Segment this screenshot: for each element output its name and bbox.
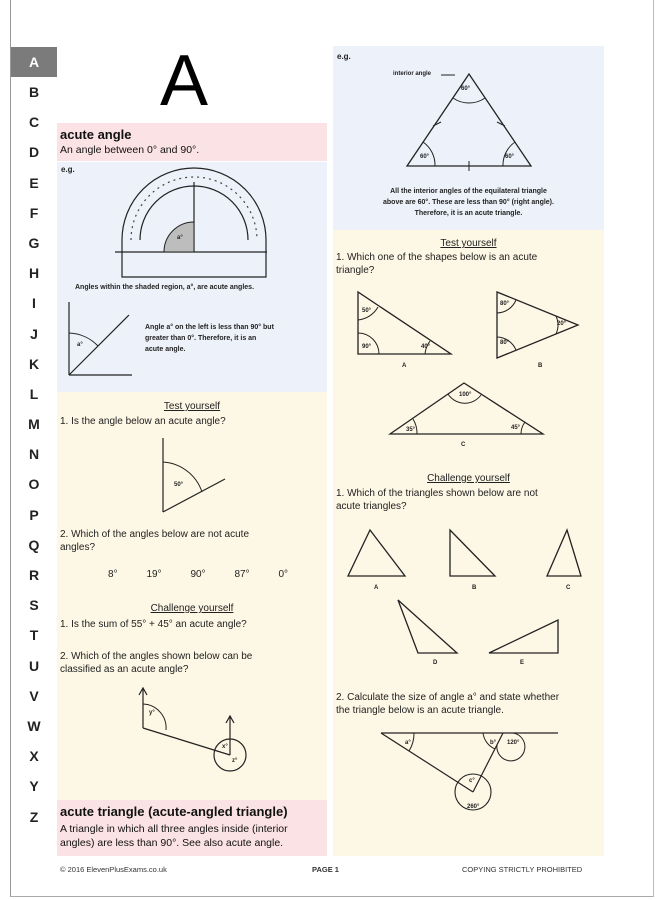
alpha-item-q[interactable]: Q <box>28 536 40 553</box>
alphabet-nav <box>11 47 57 832</box>
entry-acute-angle <box>57 123 327 161</box>
challenge-q1: 1. Which of the triangles shown below are not acute triangles? <box>336 488 538 512</box>
alpha-item-j[interactable]: J <box>30 325 38 342</box>
protractor-caption: Angles within the shaded region, a°, are acute angles. <box>75 284 255 291</box>
right-exercises <box>333 230 604 856</box>
entry-acute-triangle <box>57 800 327 856</box>
ch-tri-d-label: D <box>433 660 438 666</box>
alpha-item-k[interactable]: K <box>28 355 40 372</box>
alpha-item-w[interactable]: W <box>27 717 41 734</box>
alpha-item-z[interactable]: Z <box>29 808 39 825</box>
challenge-q2: 2. Calculate the size of angle a° and state whether the triangle below is an acute triangle. <box>336 692 560 716</box>
alpha-item-l[interactable]: L <box>29 385 39 402</box>
footer-notice: COPYING STRICTLY PROHIBITED <box>462 865 583 874</box>
example-acute-triangle <box>333 46 604 230</box>
angle-caption: Angle a° on the left is less than 90° but greater than 0°. Therefore, it is an acute angle. <box>145 324 274 353</box>
tri-c-angle-100: 100° <box>459 392 472 398</box>
left-exercises <box>57 392 327 800</box>
calc-angle-260: 260° <box>467 804 480 810</box>
alpha-item-s[interactable]: S <box>29 597 39 614</box>
test-q1: 1. Which one of the shapes below is an acute triangle? <box>336 252 538 276</box>
test-q1: 1. Is the angle below an acute angle? <box>60 416 226 427</box>
test-q1-angle-label: 50° <box>174 482 184 488</box>
footer-copyright: © 2016 ElevenPlusExams.co.uk <box>60 865 167 874</box>
challenge-heading: Challenge yourself <box>150 603 234 614</box>
term-title: acute triangle (acute-angled triangle) <box>60 804 288 819</box>
alpha-item-e[interactable]: E <box>29 174 39 191</box>
challenge-heading: Challenge yourself <box>427 473 510 484</box>
calc-angle-120: 120° <box>507 740 520 746</box>
alpha-item-t[interactable]: T <box>29 627 39 644</box>
tri-c-angle-45: 45° <box>511 425 521 431</box>
term-definition: A triangle in which all three angles inside (interior angles) are less than 90°. See also acute angle. <box>60 823 288 849</box>
footer-page-number: PAGE 1 <box>312 865 339 874</box>
example-acute-angle <box>57 162 327 392</box>
test-triangles-diagram <box>333 230 604 430</box>
angle-right-label: 60° <box>505 154 515 160</box>
angle-option: 8° <box>108 569 118 580</box>
challenge-q2: 2. Which of the angles shown below can be classified as an acute angle? <box>60 651 253 675</box>
tri-a-angle-40: 40° <box>421 344 431 350</box>
alpha-item-m[interactable]: M <box>28 416 40 433</box>
alpha-item-y[interactable]: Y <box>29 778 39 795</box>
alpha-item-r[interactable]: R <box>28 567 40 583</box>
test-q2: 2. Which of the angles below are not acute angles? <box>60 529 250 553</box>
test-yourself-heading: Test yourself <box>163 401 221 412</box>
alpha-item-g[interactable]: G <box>28 234 40 251</box>
tri-b-angle-80a: 80° <box>500 301 510 307</box>
challenge-angles-diagram <box>137 688 287 788</box>
ch-tri-b-label: B <box>472 585 477 591</box>
page-letter: A <box>160 41 209 121</box>
alpha-item-h[interactable]: H <box>28 265 40 282</box>
calc-angle-a: a° <box>405 740 411 746</box>
tri-c-label: C <box>461 442 466 448</box>
challenge-label-y: y° <box>149 710 155 716</box>
angle-top-label: 60° <box>461 86 471 92</box>
ch-tri-a-label: A <box>374 585 379 591</box>
angle-option: 19° <box>146 569 162 580</box>
angles-list <box>108 569 288 580</box>
angle-option: 0° <box>278 569 288 580</box>
alpha-item-c[interactable]: C <box>28 114 40 131</box>
tri-a-angle-50: 50° <box>362 308 372 314</box>
ch-tri-c-label: C <box>566 585 571 591</box>
term-definition: An angle between 0° and 90°. <box>60 144 200 156</box>
alpha-item-n[interactable]: N <box>28 446 40 463</box>
alpha-item-i[interactable]: I <box>32 295 36 312</box>
protractor-angle-label: a° <box>177 235 183 241</box>
alpha-item-a[interactable]: A <box>11 47 57 77</box>
angle-calc-diagram <box>333 730 604 840</box>
challenge-label-z: z° <box>232 758 238 764</box>
test-q1-angle-diagram <box>161 436 241 516</box>
acute-angle-diagram <box>67 300 147 380</box>
angle-option: 87° <box>234 569 250 580</box>
alpha-item-o[interactable]: O <box>28 476 40 493</box>
equilateral-caption: All the interior angles of the equilateral triangle above are 60°. These are less than 90° (right angle). Therefore, it is an acute triangle. <box>383 188 554 217</box>
alpha-item-f[interactable]: F <box>29 204 39 221</box>
tri-c-angle-35: 35° <box>406 427 416 433</box>
calc-angle-c: c° <box>469 778 475 784</box>
angle-a-label: a° <box>77 342 83 348</box>
test-yourself-heading: Test yourself <box>440 238 497 249</box>
term-title: acute angle <box>60 127 132 142</box>
tri-a-label: A <box>402 363 407 369</box>
alpha-item-u[interactable]: U <box>28 657 40 674</box>
interior-angle-label: interior angle <box>393 71 432 77</box>
ch-tri-e-label: E <box>520 660 525 666</box>
challenge-label-x: x° <box>222 744 228 750</box>
alpha-item-d[interactable]: D <box>28 144 40 161</box>
tri-a-angle-90: 90° <box>362 344 372 350</box>
tri-b-label: B <box>538 363 543 369</box>
alpha-item-b[interactable]: B <box>28 84 40 100</box>
alpha-item-p[interactable]: P <box>29 506 39 523</box>
calc-angle-b: b° <box>490 740 497 746</box>
angle-option: 90° <box>190 569 206 580</box>
tri-b-angle-20: 20° <box>557 321 567 327</box>
tri-b-angle-80b: 80° <box>500 340 510 346</box>
alpha-item-x[interactable]: X <box>29 748 39 765</box>
challenge-q1: 1. Is the sum of 55° + 45° an acute angle? <box>60 619 247 630</box>
alpha-item-v[interactable]: V <box>29 687 39 704</box>
eg-label: e.g. <box>61 165 75 174</box>
eg-label: e.g. <box>337 52 351 61</box>
angle-left-label: 60° <box>420 154 430 160</box>
